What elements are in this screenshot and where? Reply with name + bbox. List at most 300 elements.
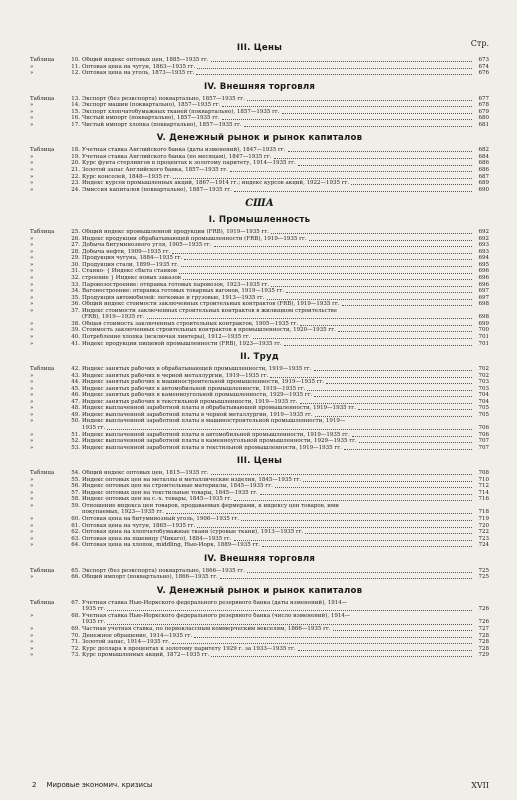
table-prefix: » bbox=[30, 340, 34, 347]
page-number: 707 bbox=[478, 444, 489, 451]
page-number: 700 bbox=[478, 327, 489, 334]
page-number: 701 bbox=[478, 340, 489, 347]
table-title: Оптовая цена на уголь, 1873—1935 гг. bbox=[82, 70, 195, 77]
table-number: 24. bbox=[71, 186, 80, 193]
table-number: 54. bbox=[71, 470, 80, 477]
leader-dots bbox=[267, 298, 472, 300]
table-title: Индекс выплаченной заработной платы в черной металлургии, 1919—1935 гг. bbox=[82, 411, 313, 418]
section-heading: IV. Внешняя торговля bbox=[203, 81, 316, 92]
table-prefix: » bbox=[30, 612, 34, 619]
table-title: Учетная ставка Нью-Йоркского федерального резервного банка (число изменений), 1914— bbox=[82, 612, 351, 619]
table-number: 32. bbox=[71, 275, 80, 282]
toc-row bbox=[30, 187, 489, 194]
table-prefix: » bbox=[30, 294, 34, 301]
leader-dots bbox=[270, 376, 472, 378]
table-title: Общий индекс промышленной продукции (FRB), 1919—1935 гг. bbox=[82, 229, 270, 236]
page-number: 686 bbox=[478, 167, 489, 174]
table-number: 42. bbox=[71, 366, 80, 373]
table-title: Индекс оптовых цен на строительные материалы, 1845—1935 гг. bbox=[82, 483, 273, 490]
page-number: 725 bbox=[478, 574, 489, 581]
leader-dots bbox=[107, 623, 472, 625]
table-number: 55. bbox=[71, 476, 80, 483]
page-number: 694 bbox=[478, 255, 489, 262]
leader-dots bbox=[222, 105, 472, 107]
table-prefix: Таблица bbox=[30, 366, 55, 373]
page-number: 682 bbox=[478, 147, 489, 154]
table-prefix: » bbox=[30, 529, 34, 536]
page-number: 673 bbox=[478, 57, 489, 63]
table-prefix: » bbox=[30, 405, 34, 412]
page-number: 699 bbox=[478, 320, 489, 327]
leader-dots bbox=[172, 642, 472, 644]
table-title: Экспорт хлопчатобумажных тканей (поквартально), 1857—1935 гг. bbox=[82, 108, 280, 115]
page-number: 719 bbox=[478, 515, 489, 522]
table-prefix: » bbox=[30, 301, 34, 308]
page-number: 697 bbox=[478, 288, 489, 295]
page-number: 686 bbox=[478, 160, 489, 167]
table-number: 50. bbox=[71, 418, 80, 425]
page-number: 726 bbox=[478, 619, 489, 626]
table-prefix: » bbox=[30, 431, 34, 438]
table-number: 19. bbox=[71, 153, 80, 160]
table-number: 52. bbox=[71, 438, 80, 445]
table-number: 62. bbox=[71, 529, 80, 536]
leader-dots bbox=[211, 655, 472, 657]
table-number: 12. bbox=[71, 70, 80, 77]
table-number: 35. bbox=[71, 294, 80, 301]
table-title: Отношение индекса цен товаров, продаваемых фермерами, к индексу цен товаров, ими bbox=[82, 502, 339, 509]
table-title: Золотой запас Английского банка, 1857—1935 гг. bbox=[82, 167, 228, 174]
page-number: 684 bbox=[478, 153, 489, 160]
table-title: 1935 гг. bbox=[82, 606, 106, 613]
leader-dots bbox=[214, 245, 472, 247]
table-title: Индекс продукции обрабатывающей промышленности (FRB), 1919—1935 гг. bbox=[82, 235, 307, 242]
toc-row bbox=[30, 574, 489, 581]
table-number: 44. bbox=[71, 379, 80, 386]
table-prefix: » bbox=[30, 242, 34, 249]
page-number: 692 bbox=[478, 235, 489, 242]
table-title: 1935 гг. bbox=[82, 619, 106, 626]
table-title: Экспорт (без реэкспорта) поквартально, 1866—1935 гг. bbox=[82, 567, 245, 574]
page-number: 716 bbox=[478, 496, 489, 503]
page-number: 698 bbox=[478, 314, 489, 321]
leader-dots bbox=[314, 395, 472, 397]
leader-dots bbox=[271, 285, 472, 287]
leader-dots bbox=[107, 428, 472, 430]
table-prefix: » bbox=[30, 476, 34, 483]
toc-row bbox=[30, 652, 489, 659]
table-prefix: » bbox=[30, 392, 34, 399]
table-prefix: Таблица bbox=[30, 470, 55, 477]
table-number: 21. bbox=[71, 167, 80, 174]
table-prefix: » bbox=[30, 63, 34, 70]
table-number: 30. bbox=[71, 261, 80, 268]
table-title: Общая стоимость заключенных строительных контрактов, 1905—1935 гг. bbox=[82, 320, 299, 327]
table-number: 51. bbox=[71, 431, 80, 438]
section-heading: IV. Внешняя торговля bbox=[203, 553, 316, 564]
table-prefix: » bbox=[30, 281, 34, 288]
table-prefix: » bbox=[30, 186, 34, 193]
page-number: 728 bbox=[478, 632, 489, 639]
section-heading: V. Денежный рынок и рынок капиталов bbox=[156, 133, 363, 144]
table-title: Индекс занятых рабочих в черной металлургии, 1919—1935 гг. bbox=[82, 372, 269, 379]
table-title: Индекс оптовых цен на с.-х. товары, 1845—1935 гг. bbox=[82, 496, 233, 503]
table-prefix: » bbox=[30, 385, 34, 392]
table-number: 20. bbox=[71, 160, 80, 167]
page-footer bbox=[32, 781, 489, 790]
table-prefix: Таблица bbox=[30, 567, 55, 574]
table-number: 60. bbox=[71, 515, 80, 522]
table-title: Продукция автомобилей: легковые и грузовые, 1913—1935 гг. bbox=[82, 294, 265, 301]
page-number: 698 bbox=[478, 301, 489, 308]
page-number: 729 bbox=[478, 652, 489, 659]
page-number: 712 bbox=[478, 483, 489, 490]
page-number: 723 bbox=[478, 535, 489, 542]
page-number: 696 bbox=[478, 275, 489, 282]
table-number: 49. bbox=[71, 411, 80, 418]
table-title: Индекс выплаченной заработной платы в автомобильной промышленности, 1919—1935 гг. bbox=[82, 431, 350, 438]
page-number: 725 bbox=[478, 567, 489, 574]
table-number: 11. bbox=[71, 63, 80, 70]
table-number: 26. bbox=[71, 235, 80, 242]
page-number: 687 bbox=[478, 173, 489, 180]
leader-dots bbox=[274, 157, 472, 159]
table-number: 59. bbox=[71, 502, 80, 509]
table-title: Паровозостроение: отправка готовых паровозов, 1923—1935 гг. bbox=[82, 281, 270, 288]
table-title: Чистый импорт хлопка (поквартально), 1857—1935 гг. bbox=[82, 121, 242, 128]
leader-dots bbox=[222, 118, 472, 120]
page-number: 724 bbox=[478, 542, 489, 549]
page-number: 696 bbox=[478, 281, 489, 288]
leader-dots bbox=[314, 369, 472, 371]
leader-dots bbox=[338, 330, 472, 332]
leader-dots bbox=[247, 99, 472, 101]
leader-dots bbox=[352, 435, 472, 437]
table-number: 73. bbox=[71, 652, 80, 659]
table-title: Индекс стоимости заключенных строительных контрактов в жилищном строительстве bbox=[82, 307, 337, 314]
page-number: 693 bbox=[478, 248, 489, 255]
table-number: 69. bbox=[71, 626, 80, 632]
toc-row bbox=[30, 70, 489, 77]
table-prefix: » bbox=[30, 160, 34, 167]
table-title: Добыча нефти, 1909—1935 гг. bbox=[82, 248, 171, 255]
leader-dots bbox=[247, 571, 472, 573]
page-number: 718 bbox=[478, 509, 489, 516]
table-title: Денежное обращение, 1914—1935 гг. bbox=[82, 632, 193, 639]
table-title: Оптовая цена на хлопок, middling, Нью-Йорк, 1889—1935 гг. bbox=[82, 542, 260, 549]
table-title: Индекс выплаченной заработной платы в каменноугольной промышленности, 1929—1935 гг. bbox=[82, 438, 357, 445]
page-number: 722 bbox=[478, 529, 489, 536]
table-number: 36. bbox=[71, 301, 80, 308]
table-title: Курс консолей, 1848—1935 гг. bbox=[82, 173, 172, 180]
leader-dots bbox=[342, 304, 472, 306]
table-prefix: » bbox=[30, 542, 34, 549]
table-prefix: » bbox=[30, 639, 34, 646]
table-prefix: » bbox=[30, 115, 34, 122]
table-title: Индекс оптовых цен на текстильные товары, 1845—1935 гг. bbox=[82, 489, 258, 496]
table-prefix: » bbox=[30, 652, 34, 659]
table-number: 58. bbox=[71, 496, 80, 503]
leader-dots bbox=[184, 258, 472, 260]
leader-dots bbox=[197, 67, 472, 69]
table-number: 67. bbox=[71, 599, 80, 606]
page-number: 689 bbox=[478, 180, 489, 187]
table-title: Общий индекс оптовых цен, 1815—1935 гг. bbox=[82, 470, 209, 477]
section-heading: III. Цены bbox=[236, 456, 283, 467]
table-number: 43. bbox=[71, 372, 80, 379]
table-title: Продукция чугуна, 1884—1935 гг. bbox=[82, 255, 183, 262]
table-number: 18. bbox=[71, 147, 80, 154]
table-prefix: » bbox=[30, 483, 34, 490]
table-number: 70. bbox=[71, 632, 80, 639]
table-number: 57. bbox=[71, 489, 80, 496]
leader-dots bbox=[211, 60, 472, 62]
page-number: 677 bbox=[478, 95, 489, 102]
page-number: 703 bbox=[478, 379, 489, 386]
leader-dots bbox=[181, 265, 472, 267]
table-number: 68. bbox=[71, 612, 80, 619]
table-prefix: Таблица bbox=[30, 599, 55, 606]
table-title: Оптовая цена на хлопчатобумажные ткани (суровые ткани), 1913—1935 гг. bbox=[82, 529, 304, 536]
table-title: Общий индекс оптовых цен, 1885—1935 гг. bbox=[82, 57, 209, 63]
table-title: Курс фунта стерлингов в процентах к золотому паритету, 1914—1935 гг. bbox=[82, 160, 296, 167]
page-number: 704 bbox=[478, 398, 489, 405]
leader-dots bbox=[282, 112, 472, 114]
page-number: 703 bbox=[478, 385, 489, 392]
table-number: 29. bbox=[71, 255, 80, 262]
page-number: 728 bbox=[478, 639, 489, 646]
leader-dots bbox=[107, 609, 472, 611]
page-number: 705 bbox=[478, 411, 489, 418]
leader-dots bbox=[333, 629, 472, 631]
table-number: 17. bbox=[71, 121, 80, 128]
leader-dots bbox=[288, 150, 472, 152]
table-number: 63. bbox=[71, 535, 80, 542]
leader-dots bbox=[271, 232, 472, 234]
table-number: 56. bbox=[71, 483, 80, 490]
section-heading: I. Промышленность bbox=[208, 215, 311, 226]
page-number: 674 bbox=[478, 63, 489, 70]
table-prefix: » bbox=[30, 248, 34, 255]
leader-dots bbox=[260, 493, 472, 495]
page-number: 696 bbox=[478, 268, 489, 275]
table-number: 27. bbox=[71, 242, 80, 249]
table-title: Золотой запас, 1914—1935 гг. bbox=[82, 639, 170, 646]
leader-dots bbox=[326, 382, 472, 384]
table-title: Добыча битуминозного угля, 1905—1935 гг. bbox=[82, 242, 212, 249]
toc-row bbox=[30, 542, 489, 549]
toc-row bbox=[30, 445, 489, 452]
table-title: Оптовая цена на чугун, 1863—1935 гг. bbox=[82, 63, 196, 70]
page-number: 678 bbox=[478, 102, 489, 109]
table-title: Стоимость заключенных строительных контрактов в промышленности, 1920—1935 гг. bbox=[82, 327, 336, 334]
table-number: 47. bbox=[71, 398, 80, 405]
table-prefix: » bbox=[30, 167, 34, 174]
page-number: 695 bbox=[478, 261, 489, 268]
table-title: Индекс занятых рабочих в обрабатывающей промышленности, 1919—1935 гг. bbox=[82, 366, 312, 373]
page-column-header: Стр. bbox=[470, 39, 489, 48]
page-number: 707 bbox=[478, 438, 489, 445]
page-number: 697 bbox=[478, 294, 489, 301]
table-prefix: » bbox=[30, 320, 34, 327]
page-number: 728 bbox=[478, 645, 489, 652]
table-prefix: » bbox=[30, 411, 34, 418]
table-number: 23. bbox=[71, 180, 80, 187]
leader-dots bbox=[234, 539, 472, 541]
leader-dots bbox=[262, 545, 472, 547]
table-prefix: » bbox=[30, 444, 34, 451]
table-prefix: » bbox=[30, 255, 34, 262]
leader-dots bbox=[300, 402, 472, 404]
table-title: Индекс занятых рабочих в автомобильной промышленности, 1919—1935 гг. bbox=[82, 385, 306, 392]
table-title: Продукция стали, 1899—1935 гг. bbox=[82, 261, 179, 268]
table-title: строение } Индекс новых заказов bbox=[82, 275, 181, 282]
table-title: Индекс занятых рабочих в текстильной промышленности, 1919—1935 гг. bbox=[82, 398, 298, 405]
table-prefix: » bbox=[30, 288, 34, 295]
table-prefix: Таблица bbox=[30, 147, 55, 154]
leader-dots bbox=[300, 324, 472, 326]
leader-dots bbox=[211, 473, 472, 475]
roman-page-number: XVII bbox=[471, 781, 489, 790]
table-number: 33. bbox=[71, 281, 80, 288]
table-prefix: » bbox=[30, 515, 34, 522]
table-prefix: » bbox=[30, 102, 34, 109]
table-prefix: » bbox=[30, 496, 34, 503]
table-number: 48. bbox=[71, 405, 80, 412]
leader-dots bbox=[183, 278, 472, 280]
table-number: 22. bbox=[71, 173, 80, 180]
table-prefix: » bbox=[30, 70, 34, 77]
leader-dots bbox=[286, 291, 472, 293]
leader-dots bbox=[244, 125, 472, 127]
table-title: покупаемых, 1923—1935 гг. bbox=[82, 509, 164, 516]
table-prefix: » bbox=[30, 574, 34, 581]
table-title: Вагоностроение: отправка готовых товарных вагонов, 1919—1935 гг. bbox=[82, 288, 285, 295]
leader-dots bbox=[234, 499, 472, 501]
table-title: Индекс занятых рабочих в каменноугольной промышленности, 1929—1935 гг. bbox=[82, 392, 313, 399]
table-title: Оптовая цена на пшеницу (Чикаго), 1884—1935 гг. bbox=[82, 535, 232, 542]
table-prefix: » bbox=[30, 535, 34, 542]
table-number: 72. bbox=[71, 645, 80, 652]
table-number: 64. bbox=[71, 542, 80, 549]
table-number: 38. bbox=[71, 320, 80, 327]
table-prefix: » bbox=[30, 307, 34, 314]
country-heading: США bbox=[245, 198, 274, 210]
leader-dots bbox=[275, 486, 472, 488]
table-prefix: » bbox=[30, 261, 34, 268]
leader-dots bbox=[298, 649, 472, 651]
table-prefix: » bbox=[30, 645, 34, 652]
table-prefix: Таблица bbox=[30, 95, 55, 102]
table-number: 53. bbox=[71, 444, 80, 451]
table-prefix: » bbox=[30, 522, 34, 529]
table-number: 15. bbox=[71, 108, 80, 115]
page-number: 704 bbox=[478, 392, 489, 399]
leader-dots bbox=[358, 408, 472, 410]
page-number: 692 bbox=[478, 229, 489, 236]
page-number: 679 bbox=[478, 108, 489, 115]
page-number: 680 bbox=[478, 115, 489, 122]
leader-dots bbox=[351, 183, 472, 185]
table-title: (FRB), 1919—1935 гг. bbox=[82, 314, 145, 321]
leader-dots bbox=[359, 441, 472, 443]
leader-dots bbox=[234, 190, 472, 192]
table-prefix: » bbox=[30, 333, 34, 340]
table-title: Общий индекс стоимости заключенных строительных контрактов (FRB), 1919—1935 гг. bbox=[82, 301, 340, 308]
table-prefix: » bbox=[30, 173, 34, 180]
page-number: 727 bbox=[478, 626, 489, 632]
page-number: 706 bbox=[478, 431, 489, 438]
sheet-title: Мировые экономич. кризисы bbox=[46, 781, 153, 789]
table-title: Общий импорт (поквартально), 1866—1935 гг. bbox=[82, 574, 218, 581]
table-number: 61. bbox=[71, 522, 80, 529]
leader-dots bbox=[173, 177, 472, 179]
page-number: 693 bbox=[478, 242, 489, 249]
sheet-number: 2 bbox=[32, 781, 37, 789]
table-number: 45. bbox=[71, 385, 80, 392]
table-title: Чистый импорт (поквартально), 1857—1935 гг. bbox=[82, 115, 220, 122]
leader-dots bbox=[196, 73, 472, 75]
table-title: Индекс выплаченной заработной платы в текстильной промышленности, 1919—1935 гг. bbox=[82, 444, 342, 451]
page-number: 701 bbox=[478, 333, 489, 340]
table-title: Частная учетная ставка, по первоклассным коммерческим векселям, 1866—1935 гг. bbox=[82, 626, 331, 632]
table-title: Индекс курсов промышленных акций, 1867—1914 гг.; индекс курсов акций, 1922—1935 гг. bbox=[82, 180, 350, 187]
table-number: 46. bbox=[71, 392, 80, 399]
leader-dots bbox=[303, 480, 472, 482]
table-prefix: » bbox=[30, 418, 34, 425]
leader-dots bbox=[172, 252, 472, 254]
table-prefix: » bbox=[30, 180, 34, 187]
table-number: 40. bbox=[71, 333, 80, 340]
leader-dots bbox=[241, 519, 472, 521]
table-prefix: » bbox=[30, 626, 34, 632]
page-number: 705 bbox=[478, 405, 489, 412]
table-prefix: » bbox=[30, 632, 34, 639]
table-prefix: » bbox=[30, 372, 34, 379]
leader-dots bbox=[194, 636, 472, 638]
table-number: 31. bbox=[71, 268, 80, 275]
table-title: Индекс выплаченной заработной платы в обрабатывающей промышленности, 1919—1935 гг. bbox=[82, 405, 356, 412]
leader-dots bbox=[298, 164, 472, 166]
table-title: Курс доллара в процентах к золотому паритету 1929 г. за 1933—1935 гг. bbox=[82, 645, 296, 652]
table-number: 66. bbox=[71, 574, 80, 581]
page-number: 708 bbox=[478, 470, 489, 477]
table-number: 10. bbox=[71, 57, 80, 63]
page-number: 681 bbox=[478, 121, 489, 128]
toc-content bbox=[30, 42, 489, 659]
table-title: Станко- { Индекс сбыта станков bbox=[82, 268, 177, 275]
leader-dots bbox=[305, 532, 472, 534]
table-number: 71. bbox=[71, 639, 80, 646]
page-number: 702 bbox=[478, 372, 489, 379]
table-number: 34. bbox=[71, 288, 80, 295]
table-prefix: » bbox=[30, 108, 34, 115]
table-title: Индекс продукции пищевой промышленности (FRB), 1923—1935 гг. bbox=[82, 340, 282, 347]
section-heading: II. Труд bbox=[240, 352, 279, 363]
table-title: Оптовая цена на чугун, 1865—1935 гг. bbox=[82, 522, 196, 529]
table-prefix: » bbox=[30, 235, 34, 242]
leader-dots bbox=[179, 272, 472, 274]
leader-dots bbox=[147, 317, 472, 319]
table-prefix: » bbox=[30, 502, 34, 509]
leader-dots bbox=[309, 239, 472, 241]
leader-dots bbox=[253, 337, 472, 339]
page-number: 726 bbox=[478, 606, 489, 613]
page-number: 702 bbox=[478, 366, 489, 373]
table-number: 25. bbox=[71, 229, 80, 236]
table-title: Экспорт машин (поквартально), 1857—1935 гг. bbox=[82, 102, 221, 109]
leader-dots bbox=[220, 577, 472, 579]
